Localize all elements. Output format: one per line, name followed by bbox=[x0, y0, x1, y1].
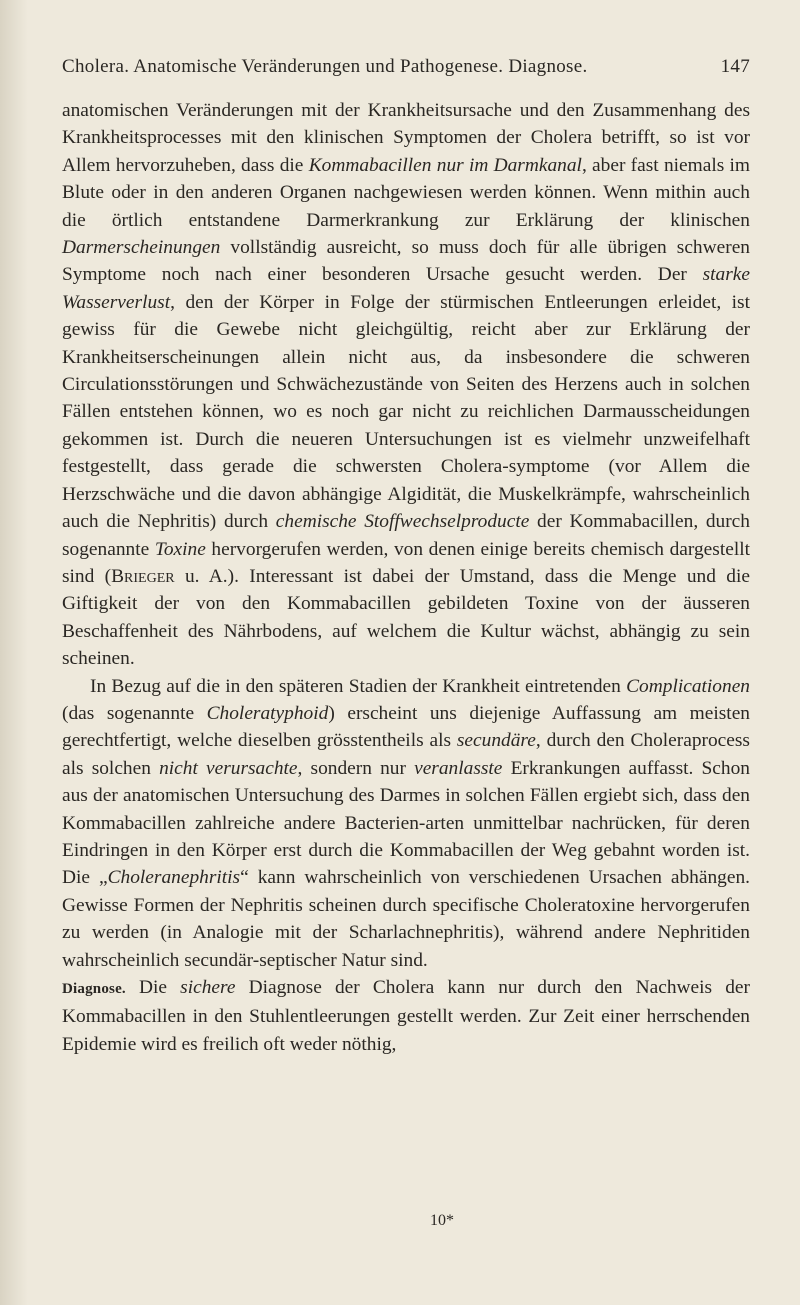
text-run: der Kommabacillen, durch sogenannte bbox=[62, 511, 750, 560]
emphasis: sichere bbox=[180, 977, 236, 998]
paragraph-diagnosis bbox=[62, 974, 750, 1058]
section-sidehead: Diagnose. bbox=[62, 981, 126, 997]
emphasis: Toxine bbox=[154, 538, 206, 560]
text-run: , den der Körper in Folge der stürmischen Entleerungen erleidet, ist gewiss für die Gewebe nicht gleichgültig, reicht aber zur Erklärung der Krankheitserscheinungen allein nicht aus, da insbesondere die schweren Circulationsstörungen und Schwächezustände von Seiten des Herzens auch in solchen Fällen entstehen können, wo es noch gar nicht zu reichlichen Darmausscheidungen gekommen ist. Durch die neueren Untersuchungen ist es vielmehr unzweifelhaft festgestellt, dass gerade die schwersten Cholera-symptome (vor Allem die Herzschwäche und die davon abhängige Algidität, die Muskelkrämpfe, wahrscheinlich auch die Nephritis) durch bbox=[62, 291, 750, 533]
signature-mark: 10* bbox=[430, 1212, 454, 1229]
emphasis: Darmerscheinungen bbox=[62, 237, 221, 259]
text-run: , aber fast niemals im Blute oder in den anderen Organen nachgewiesen werden können. Wenn mithin auch die örtlich entstandene Darmerkrankung zur Erklärung der klinischen bbox=[62, 154, 750, 231]
text-run: (das sogenannte bbox=[62, 702, 207, 724]
text-run: ) erscheint uns diejenige Auffassung am meisten gerechtfertigt, welche dieselben grösstentheils als bbox=[62, 702, 750, 752]
emphasis: Complicationen bbox=[626, 675, 750, 697]
emphasis: chemische Stoffwechselproducte bbox=[275, 511, 530, 533]
body-text bbox=[62, 97, 750, 1058]
text-run: “ kann wahrscheinlich von verschiedenen Ursachen abhängen. Gewisse Formen der Nephritis scheinen durch specifische Choleratoxine hervorgerufen zu werden (in Analogie mit der Scharlachnephritis), während andere Nephritiden wahrscheinlich secundär-septischer Natur sind. bbox=[62, 867, 751, 971]
emphasis: nicht verursachte bbox=[159, 757, 298, 779]
emphasis: Kommabacillen nur im Darmkanal bbox=[308, 154, 582, 176]
text-run: Die bbox=[125, 977, 181, 998]
emphasis: starke Wasserverlust bbox=[62, 264, 750, 313]
page-edge-shadow bbox=[0, 0, 28, 1305]
paragraph-pathogenesis bbox=[62, 97, 750, 673]
text-run: Erkrankungen auffasst. Schon aus der anatomischen Untersuchung des Darmes in solchen Fällen ergiebt sich, dass den Kommabacillen zahlreiche andere Bacterien-arten unmittelbar nachrücken, für deren Eindringen in den Körper erst durch die Kommabacillen der Weg gebahnt worden ist. Die „ bbox=[62, 757, 750, 889]
paragraph-complications bbox=[62, 673, 750, 974]
running-title: Cholera. Anatomische Veränderungen und Pathogenese. Diagnose. bbox=[62, 56, 588, 77]
author-name: Brieger bbox=[111, 565, 175, 587]
text-run: In Bezug auf die in den späteren Stadien der Krankheit eintretenden bbox=[90, 675, 627, 697]
text-run: , durch den Choleraprocess als solchen bbox=[62, 730, 750, 779]
running-header bbox=[62, 56, 750, 86]
text-run: , sondern nur bbox=[297, 757, 415, 779]
emphasis: Choleratyphoid bbox=[206, 702, 329, 724]
text-run: u. A.). Interessant ist dabei der Umstand, dass die Menge und die Giftigkeit der von den Kommabacillen gebildeten Toxine von der äusseren Beschaffenheit des Nährbodens, auf welchem die Kultur wächst, abhängig zu sein scheinen. bbox=[62, 565, 750, 670]
emphasis: Choleranephritis bbox=[107, 867, 241, 889]
emphasis: veranlasste bbox=[414, 757, 503, 779]
text-run: Diagnose der Cholera kann nur durch den Nachweis der Kommabacillen in den Stuhlentleerungen gestellt werden. Zur Zeit einer herrschenden Epidemie wird es freilich oft weder nöthig, bbox=[62, 977, 750, 1055]
emphasis: secundäre bbox=[456, 730, 536, 752]
page-number: 147 bbox=[720, 56, 750, 77]
text-run: hervorgerufen werden, von denen einige bereits chemisch dargestellt sind ( bbox=[62, 538, 750, 587]
text-run: vollständig ausreicht, so muss doch für alle übrigen schweren Symptome noch nach einer besonderen Ursache gesucht werden. Der bbox=[62, 237, 750, 286]
text-run: anatomischen Veränderungen mit der Krankheitsursache und den Zusammenhang des Krankheitsprocesses mit den klinischen Symptomen der Cholera betrifft, so ist vor Allem hervorzuheben, dass die bbox=[62, 100, 750, 176]
